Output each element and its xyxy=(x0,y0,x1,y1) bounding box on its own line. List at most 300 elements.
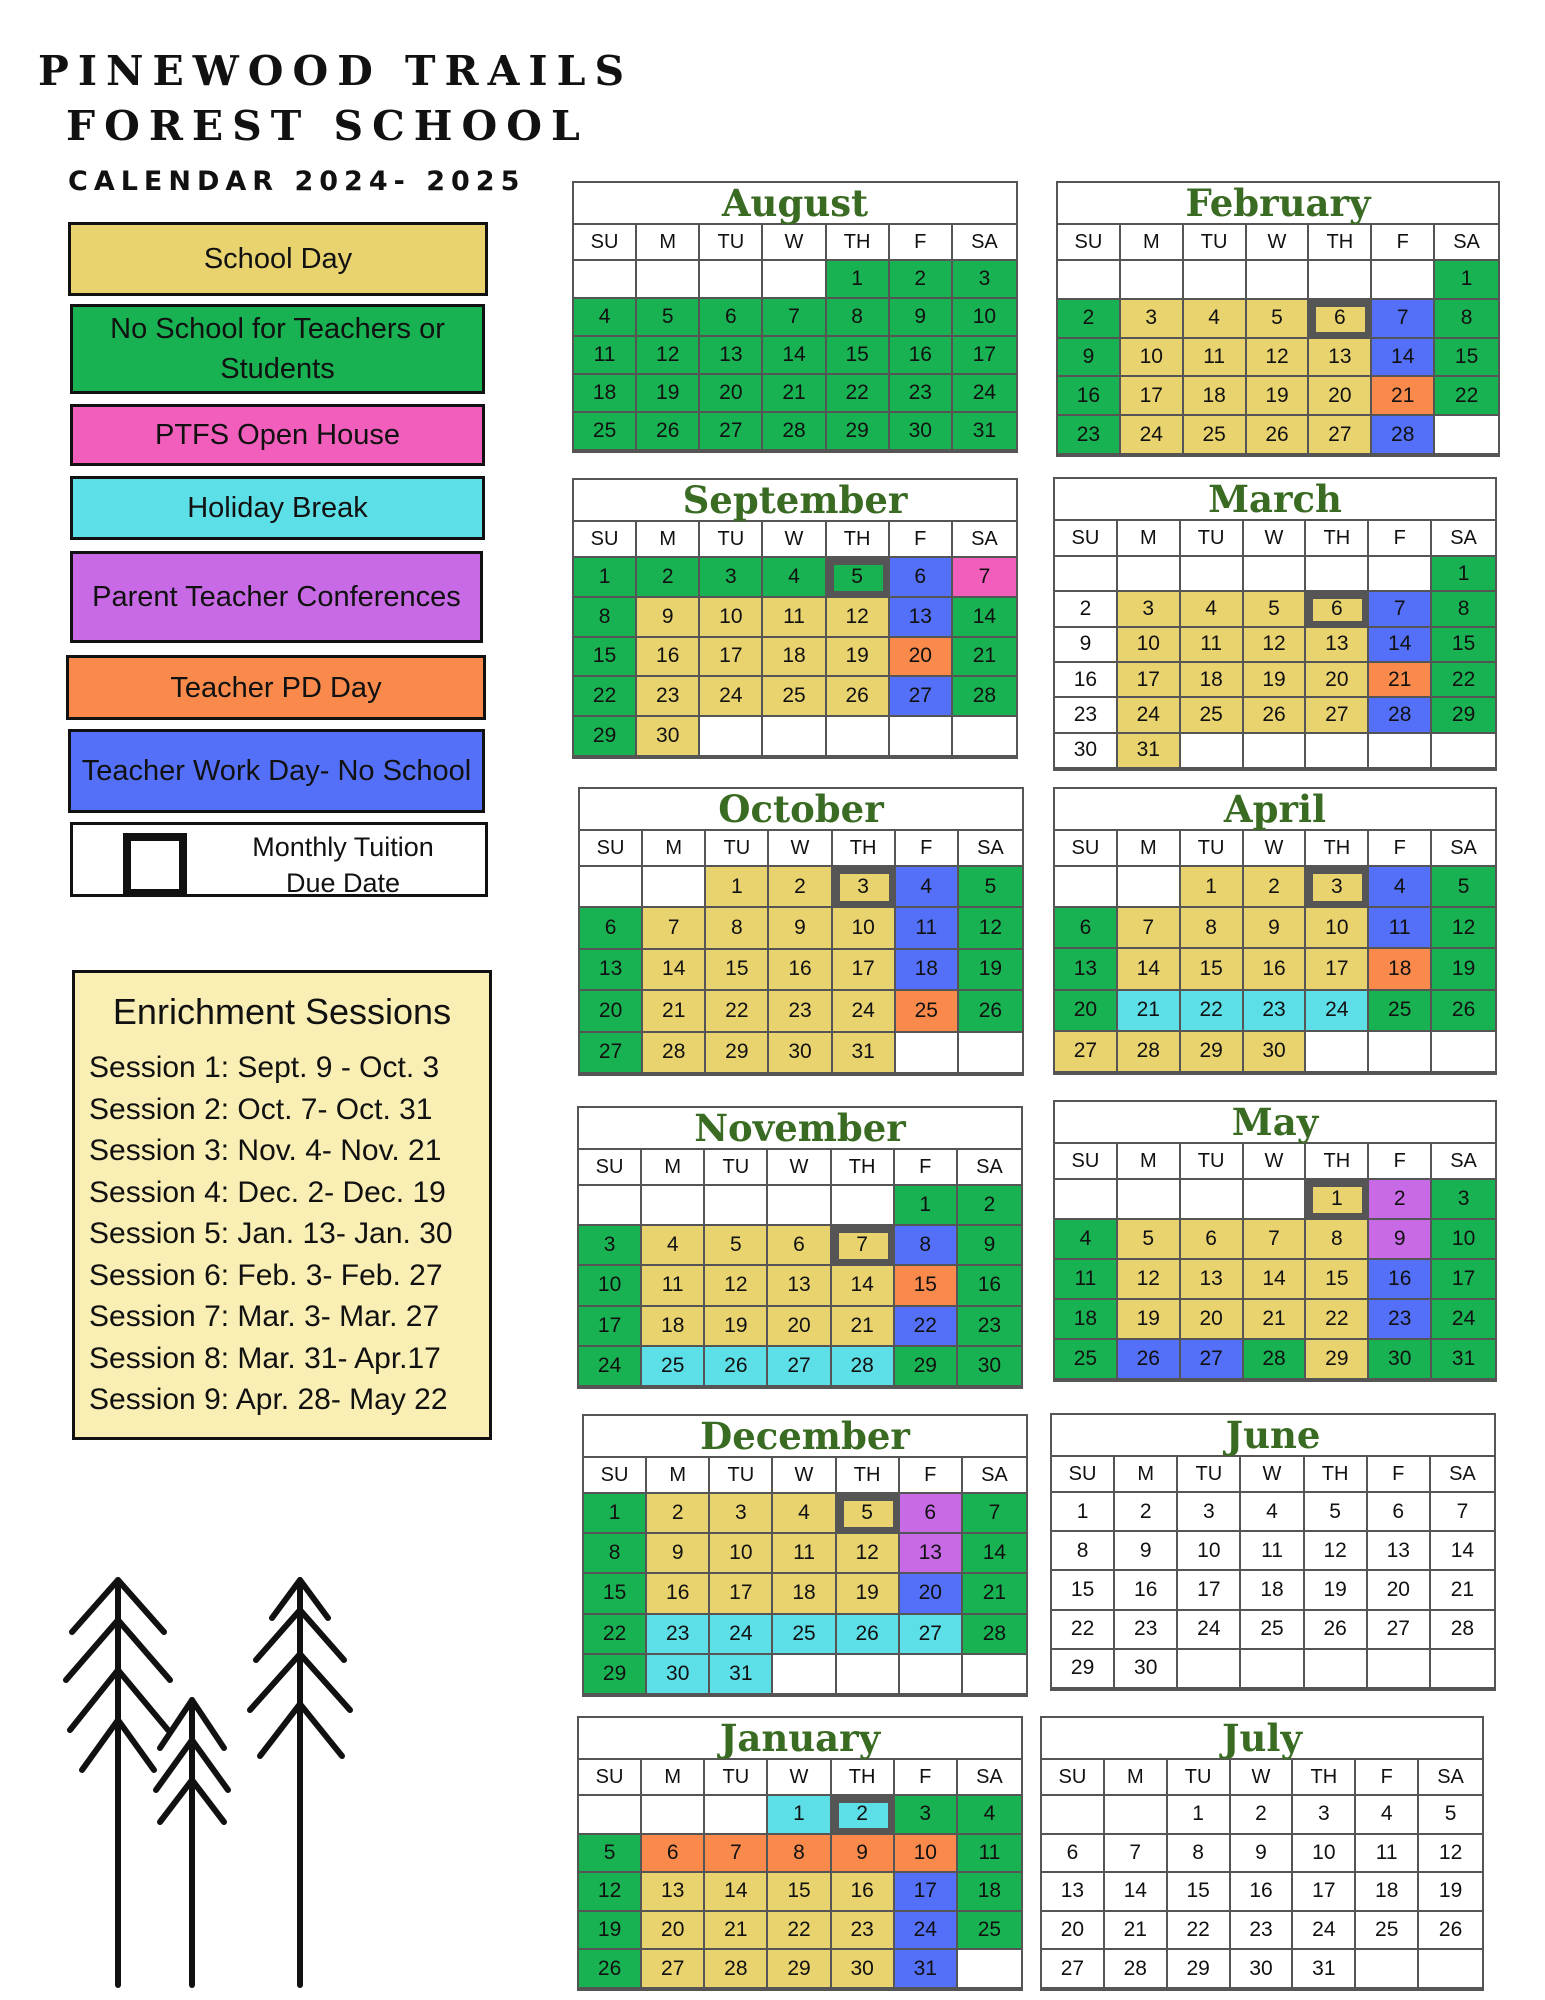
day-cell: 15 xyxy=(1432,628,1495,663)
day-cell: 16 xyxy=(1055,663,1118,698)
day-cell: 3 xyxy=(1121,300,1184,339)
day-cell: 11 xyxy=(1184,339,1247,378)
empty-day-cell xyxy=(1306,1032,1369,1073)
day-cell: 17 xyxy=(1293,1873,1356,1912)
day-cell: 23 xyxy=(958,1307,1021,1347)
day-cell: 7 xyxy=(643,908,706,949)
day-cell: 10 xyxy=(833,908,896,949)
day-cell: 21 xyxy=(705,1912,768,1951)
day-cell: 17 xyxy=(953,337,1016,375)
day-cell: 17 xyxy=(1121,377,1184,416)
day-cell: 9 xyxy=(1231,1835,1294,1874)
day-cell: 12 xyxy=(827,598,890,638)
weekday-header: F xyxy=(1368,1457,1431,1493)
day-cell: 11 xyxy=(1055,1260,1118,1300)
session-line: Session 6: Feb. 3- Feb. 27 xyxy=(89,1258,443,1292)
weekday-header: F xyxy=(1369,1144,1432,1180)
weekday-header: TH xyxy=(827,522,890,558)
day-cell: 16 xyxy=(958,1266,1021,1306)
day-cell: 25 xyxy=(1369,991,1432,1032)
day-cell: 1 xyxy=(1306,1180,1369,1220)
empty-day-cell xyxy=(580,867,643,908)
day-cell: 18 xyxy=(574,375,637,413)
empty-day-cell xyxy=(1369,1032,1432,1073)
day-cell: 12 xyxy=(705,1266,768,1306)
weekday-header: M xyxy=(637,522,700,558)
day-cell: 10 xyxy=(1306,908,1369,949)
empty-day-cell xyxy=(1184,261,1247,300)
day-cell: 27 xyxy=(768,1347,831,1387)
day-cell: 29 xyxy=(895,1347,958,1387)
day-cell: 26 xyxy=(579,1950,642,1989)
empty-day-cell xyxy=(1181,557,1244,592)
day-cell: 6 xyxy=(700,299,763,337)
weekday-header: F xyxy=(890,522,953,558)
weekday-header: TH xyxy=(1306,831,1369,867)
day-cell: 20 xyxy=(1309,377,1372,416)
empty-day-cell xyxy=(1118,557,1181,592)
legend-label: PTFS Open House xyxy=(155,419,400,451)
day-cell: 29 xyxy=(706,1033,769,1074)
weekday-header: SA xyxy=(1432,521,1495,557)
day-cell: 20 xyxy=(580,991,643,1032)
day-cell: 10 xyxy=(1178,1532,1241,1571)
day-cell: 5 xyxy=(705,1226,768,1266)
empty-day-cell xyxy=(579,1186,642,1226)
day-cell: 28 xyxy=(963,1615,1026,1655)
empty-day-cell xyxy=(837,1655,900,1695)
day-cell: 18 xyxy=(763,638,826,678)
day-cell: 7 xyxy=(705,1835,768,1874)
empty-day-cell xyxy=(574,261,637,299)
session-line: Session 5: Jan. 13- Jan. 30 xyxy=(89,1217,453,1250)
day-cell: 7 xyxy=(963,1494,1026,1534)
day-cell: 30 xyxy=(1369,1340,1432,1380)
empty-day-cell xyxy=(890,717,953,757)
day-cell: 6 xyxy=(1042,1835,1105,1874)
empty-day-cell xyxy=(768,1186,831,1226)
day-cell: 5 xyxy=(837,1494,900,1534)
session-line: Session 2: Oct. 7- Oct. 31 xyxy=(89,1092,433,1126)
weekday-header: M xyxy=(1118,831,1181,867)
calendar-year-title: CALENDAR 2024- 2025 xyxy=(68,166,526,197)
day-grid xyxy=(1055,519,1495,769)
weekday-header: F xyxy=(895,1150,958,1186)
day-cell: 27 xyxy=(580,1033,643,1074)
day-cell: 15 xyxy=(1435,339,1498,378)
empty-day-cell xyxy=(773,1655,836,1695)
day-cell: 9 xyxy=(637,598,700,638)
day-cell: 22 xyxy=(1168,1912,1231,1951)
month-title: September xyxy=(682,478,908,522)
day-cell: 11 xyxy=(896,908,959,949)
day-cell: 7 xyxy=(832,1226,895,1266)
day-cell: 20 xyxy=(642,1912,705,1951)
weekday-header: SA xyxy=(1435,225,1498,261)
calendar-july xyxy=(1040,1716,1484,1991)
enrichment-sessions-box xyxy=(72,970,492,1440)
weekday-header: TU xyxy=(1178,1457,1241,1493)
empty-day-cell xyxy=(1121,261,1184,300)
day-cell: 28 xyxy=(1369,698,1432,733)
day-cell: 18 xyxy=(773,1574,836,1614)
weekday-header: TH xyxy=(832,1150,895,1186)
day-cell: 5 xyxy=(959,867,1022,908)
weekday-header: SA xyxy=(959,831,1022,867)
day-cell: 6 xyxy=(890,558,953,598)
day-cell: 13 xyxy=(580,950,643,991)
calendar-november xyxy=(577,1106,1023,1389)
calendar-april xyxy=(1053,787,1497,1075)
day-cell: 18 xyxy=(1184,377,1247,416)
day-cell: 10 xyxy=(579,1266,642,1306)
day-cell: 25 xyxy=(1184,416,1247,455)
day-cell: 12 xyxy=(1247,339,1310,378)
weekday-header: W xyxy=(1244,831,1307,867)
weekday-header: W xyxy=(1244,1144,1307,1180)
day-cell: 16 xyxy=(1058,377,1121,416)
weekday-header: M xyxy=(1105,1760,1168,1796)
day-cell: 3 xyxy=(895,1796,958,1835)
school-title-line-1: PINEWOOD TRAILS xyxy=(38,47,634,95)
day-cell: 23 xyxy=(647,1615,710,1655)
day-cell: 18 xyxy=(958,1873,1021,1912)
day-cell: 19 xyxy=(959,950,1022,991)
weekday-header: TU xyxy=(1181,521,1244,557)
day-cell: 3 xyxy=(1293,1796,1356,1835)
day-cell: 29 xyxy=(1168,1950,1231,1989)
day-cell: 23 xyxy=(1115,1611,1178,1650)
weekday-header: W xyxy=(1247,225,1310,261)
day-cell: 19 xyxy=(705,1307,768,1347)
day-cell: 23 xyxy=(769,991,832,1032)
day-cell: 19 xyxy=(1118,1300,1181,1340)
day-cell: 4 xyxy=(574,299,637,337)
day-grid xyxy=(1058,223,1498,455)
day-cell: 2 xyxy=(1369,1180,1432,1220)
calendar-december xyxy=(582,1414,1028,1697)
weekday-header: TU xyxy=(1181,1144,1244,1180)
day-cell: 8 xyxy=(1168,1835,1231,1874)
day-cell: 11 xyxy=(1181,628,1244,663)
day-cell: 19 xyxy=(1419,1873,1482,1912)
day-cell: 3 xyxy=(1178,1493,1241,1532)
empty-day-cell xyxy=(1118,1180,1181,1220)
day-cell: 24 xyxy=(710,1615,773,1655)
day-cell: 11 xyxy=(773,1534,836,1574)
day-cell: 17 xyxy=(895,1873,958,1912)
day-cell: 27 xyxy=(1181,1340,1244,1380)
day-cell: 19 xyxy=(637,375,700,413)
day-cell: 24 xyxy=(833,991,896,1032)
day-cell: 31 xyxy=(1432,1340,1495,1380)
day-cell: 21 xyxy=(832,1307,895,1347)
empty-day-cell xyxy=(1419,1950,1482,1989)
day-cell: 16 xyxy=(1115,1571,1178,1610)
day-cell: 13 xyxy=(1309,339,1372,378)
day-cell: 22 xyxy=(827,375,890,413)
month-title: January xyxy=(719,1716,881,1760)
weekday-header: SU xyxy=(574,522,637,558)
weekday-header: SU xyxy=(1042,1760,1105,1796)
day-cell: 26 xyxy=(637,413,700,451)
weekday-header: TH xyxy=(832,1760,895,1796)
day-cell: 12 xyxy=(1244,628,1307,663)
day-cell: 20 xyxy=(1042,1912,1105,1951)
empty-day-cell xyxy=(832,1186,895,1226)
empty-day-cell xyxy=(637,261,700,299)
day-cell: 7 xyxy=(1105,1835,1168,1874)
day-cell: 2 xyxy=(890,261,953,299)
day-cell: 6 xyxy=(1368,1493,1431,1532)
day-cell: 31 xyxy=(953,413,1016,451)
empty-day-cell xyxy=(1369,734,1432,769)
day-cell: 19 xyxy=(827,638,890,678)
day-cell: 29 xyxy=(1432,698,1495,733)
empty-day-cell xyxy=(1306,557,1369,592)
day-cell: 23 xyxy=(1244,991,1307,1032)
weekday-header: SU xyxy=(1055,831,1118,867)
day-cell: 28 xyxy=(705,1950,768,1989)
day-cell: 1 xyxy=(1052,1493,1115,1532)
day-cell: 28 xyxy=(953,677,1016,717)
day-cell: 1 xyxy=(706,867,769,908)
weekday-header: F xyxy=(900,1458,963,1494)
weekday-header: SU xyxy=(1052,1457,1115,1493)
day-cell: 20 xyxy=(1055,991,1118,1032)
day-cell: 8 xyxy=(1435,300,1498,339)
day-cell: 11 xyxy=(642,1266,705,1306)
day-cell: 9 xyxy=(1058,339,1121,378)
day-cell: 27 xyxy=(900,1615,963,1655)
empty-day-cell xyxy=(643,867,706,908)
day-cell: 19 xyxy=(579,1912,642,1951)
day-cell: 4 xyxy=(1369,867,1432,908)
day-cell: 16 xyxy=(647,1574,710,1614)
day-cell: 10 xyxy=(895,1835,958,1874)
day-cell: 14 xyxy=(1431,1532,1494,1571)
day-cell: 25 xyxy=(1055,1340,1118,1380)
day-cell: 1 xyxy=(895,1186,958,1226)
day-cell: 22 xyxy=(1306,1300,1369,1340)
calendar-june xyxy=(1050,1413,1496,1691)
day-cell: 14 xyxy=(953,598,1016,638)
weekday-header: TU xyxy=(700,522,763,558)
day-cell: 18 xyxy=(1241,1571,1304,1610)
day-cell: 29 xyxy=(827,413,890,451)
day-cell: 13 xyxy=(768,1266,831,1306)
weekday-header: F xyxy=(1369,521,1432,557)
weekday-header: SA xyxy=(1419,1760,1482,1796)
day-cell: 9 xyxy=(647,1534,710,1574)
calendar-march xyxy=(1053,477,1497,771)
day-cell: 8 xyxy=(1306,1220,1369,1260)
day-cell: 29 xyxy=(1181,1032,1244,1073)
weekday-header: F xyxy=(890,225,953,261)
weekday-header: W xyxy=(768,1760,831,1796)
session-line: Session 3: Nov. 4- Nov. 21 xyxy=(89,1134,442,1167)
empty-day-cell xyxy=(700,717,763,757)
legend-school-day xyxy=(68,222,488,296)
day-cell: 13 xyxy=(642,1873,705,1912)
day-cell: 18 xyxy=(896,950,959,991)
day-cell: 21 xyxy=(953,638,1016,678)
weekday-header: SA xyxy=(1432,831,1495,867)
day-cell: 19 xyxy=(1244,663,1307,698)
day-cell: 21 xyxy=(963,1574,1026,1614)
empty-day-cell xyxy=(1055,557,1118,592)
weekday-header: SA xyxy=(958,1150,1021,1186)
day-cell: 14 xyxy=(1244,1260,1307,1300)
day-cell: 25 xyxy=(896,991,959,1032)
day-cell: 18 xyxy=(642,1307,705,1347)
day-cell: 10 xyxy=(953,299,1016,337)
empty-day-cell xyxy=(1178,1650,1241,1689)
day-cell: 10 xyxy=(1293,1835,1356,1874)
day-cell: 17 xyxy=(1118,663,1181,698)
day-cell: 18 xyxy=(1369,949,1432,990)
day-cell: 17 xyxy=(700,638,763,678)
legend-work-day xyxy=(68,729,485,813)
day-cell: 4 xyxy=(763,558,826,598)
empty-day-cell xyxy=(1181,734,1244,769)
day-cell: 7 xyxy=(1244,1220,1307,1260)
day-cell: 5 xyxy=(1118,1220,1181,1260)
day-cell: 6 xyxy=(768,1226,831,1266)
day-cell: 24 xyxy=(1293,1912,1356,1951)
day-cell: 19 xyxy=(1432,949,1495,990)
weekday-header: TH xyxy=(1306,521,1369,557)
day-cell: 4 xyxy=(958,1796,1021,1835)
day-cell: 20 xyxy=(890,638,953,678)
session-line: Session 8: Mar. 31- Apr.17 xyxy=(89,1341,441,1375)
day-cell: 30 xyxy=(832,1950,895,1989)
day-cell: 28 xyxy=(1118,1032,1181,1073)
empty-day-cell xyxy=(1372,261,1435,300)
day-cell: 31 xyxy=(895,1950,958,1989)
empty-day-cell xyxy=(1356,1950,1419,1989)
legend-conferences xyxy=(70,551,483,643)
day-cell: 9 xyxy=(1115,1532,1178,1571)
day-cell: 15 xyxy=(1306,1260,1369,1300)
day-cell: 5 xyxy=(827,558,890,598)
day-cell: 14 xyxy=(832,1266,895,1306)
day-cell: 7 xyxy=(1369,592,1432,627)
legend-label: Parent Teacher Conferences xyxy=(92,581,461,613)
day-cell: 31 xyxy=(710,1655,773,1695)
day-cell: 20 xyxy=(1368,1571,1431,1610)
calendar-may xyxy=(1053,1100,1497,1382)
day-cell: 12 xyxy=(579,1873,642,1912)
day-cell: 26 xyxy=(1118,1340,1181,1380)
weekday-header: SU xyxy=(1055,1144,1118,1180)
day-cell: 24 xyxy=(895,1912,958,1951)
weekday-header: SA xyxy=(953,522,1016,558)
day-cell: 4 xyxy=(1184,300,1247,339)
empty-day-cell xyxy=(1055,867,1118,908)
day-cell: 15 xyxy=(584,1574,647,1614)
day-cell: 9 xyxy=(832,1835,895,1874)
day-cell: 29 xyxy=(1052,1650,1115,1689)
weekday-header: SA xyxy=(1432,1144,1495,1180)
day-cell: 20 xyxy=(1306,663,1369,698)
empty-day-cell xyxy=(953,717,1016,757)
day-cell: 18 xyxy=(1055,1300,1118,1340)
day-cell: 28 xyxy=(1372,416,1435,455)
weekday-header: TH xyxy=(833,831,896,867)
empty-day-cell xyxy=(959,1033,1022,1074)
day-cell: 27 xyxy=(642,1950,705,1989)
month-title: August xyxy=(721,181,869,225)
day-cell: 24 xyxy=(953,375,1016,413)
day-cell: 21 xyxy=(643,991,706,1032)
day-cell: 4 xyxy=(1356,1796,1419,1835)
month-title: July xyxy=(1222,1716,1302,1760)
day-cell: 3 xyxy=(579,1226,642,1266)
day-cell: 6 xyxy=(1181,1220,1244,1260)
day-cell: 27 xyxy=(1309,416,1372,455)
day-cell: 5 xyxy=(1419,1796,1482,1835)
empty-day-cell xyxy=(579,1796,642,1835)
day-cell: 13 xyxy=(900,1534,963,1574)
session-line: Session 9: Apr. 28- May 22 xyxy=(89,1383,448,1416)
weekday-header: W xyxy=(769,831,832,867)
weekday-header: TU xyxy=(705,1150,768,1186)
empty-day-cell xyxy=(642,1186,705,1226)
day-cell: 31 xyxy=(1118,734,1181,769)
day-cell: 28 xyxy=(763,413,826,451)
day-cell: 5 xyxy=(1432,867,1495,908)
day-cell: 20 xyxy=(768,1307,831,1347)
session-line: Session 4: Dec. 2- Dec. 19 xyxy=(89,1175,446,1209)
day-cell: 4 xyxy=(773,1494,836,1534)
day-cell: 2 xyxy=(1244,867,1307,908)
day-cell: 6 xyxy=(1055,908,1118,949)
empty-day-cell xyxy=(1306,734,1369,769)
day-grid xyxy=(579,1148,1021,1387)
day-cell: 14 xyxy=(1369,628,1432,663)
day-cell: 17 xyxy=(579,1307,642,1347)
weekday-header: M xyxy=(642,1150,705,1186)
weekday-header: M xyxy=(643,831,706,867)
empty-day-cell xyxy=(900,1655,963,1695)
empty-day-cell xyxy=(705,1796,768,1835)
day-cell: 15 xyxy=(1168,1873,1231,1912)
weekday-header: TH xyxy=(1305,1457,1368,1493)
empty-day-cell xyxy=(1431,1650,1494,1689)
weekday-header: TU xyxy=(1168,1760,1231,1796)
day-cell: 22 xyxy=(574,677,637,717)
day-cell: 30 xyxy=(647,1655,710,1695)
day-cell: 1 xyxy=(1168,1796,1231,1835)
weekday-header: SU xyxy=(579,1760,642,1796)
day-cell: 2 xyxy=(637,558,700,598)
day-cell: 26 xyxy=(827,677,890,717)
weekday-header: SU xyxy=(579,1150,642,1186)
day-cell: 10 xyxy=(700,598,763,638)
day-cell: 4 xyxy=(642,1226,705,1266)
weekday-header: SU xyxy=(584,1458,647,1494)
empty-day-cell xyxy=(1244,1180,1307,1220)
legend-open-house xyxy=(70,404,485,466)
day-cell: 1 xyxy=(1432,557,1495,592)
weekday-header: TU xyxy=(1181,831,1244,867)
day-cell: 30 xyxy=(769,1033,832,1074)
weekday-header: F xyxy=(1356,1760,1419,1796)
weekday-header: W xyxy=(1244,521,1307,557)
weekday-header: TH xyxy=(1293,1760,1356,1796)
day-cell: 14 xyxy=(705,1873,768,1912)
